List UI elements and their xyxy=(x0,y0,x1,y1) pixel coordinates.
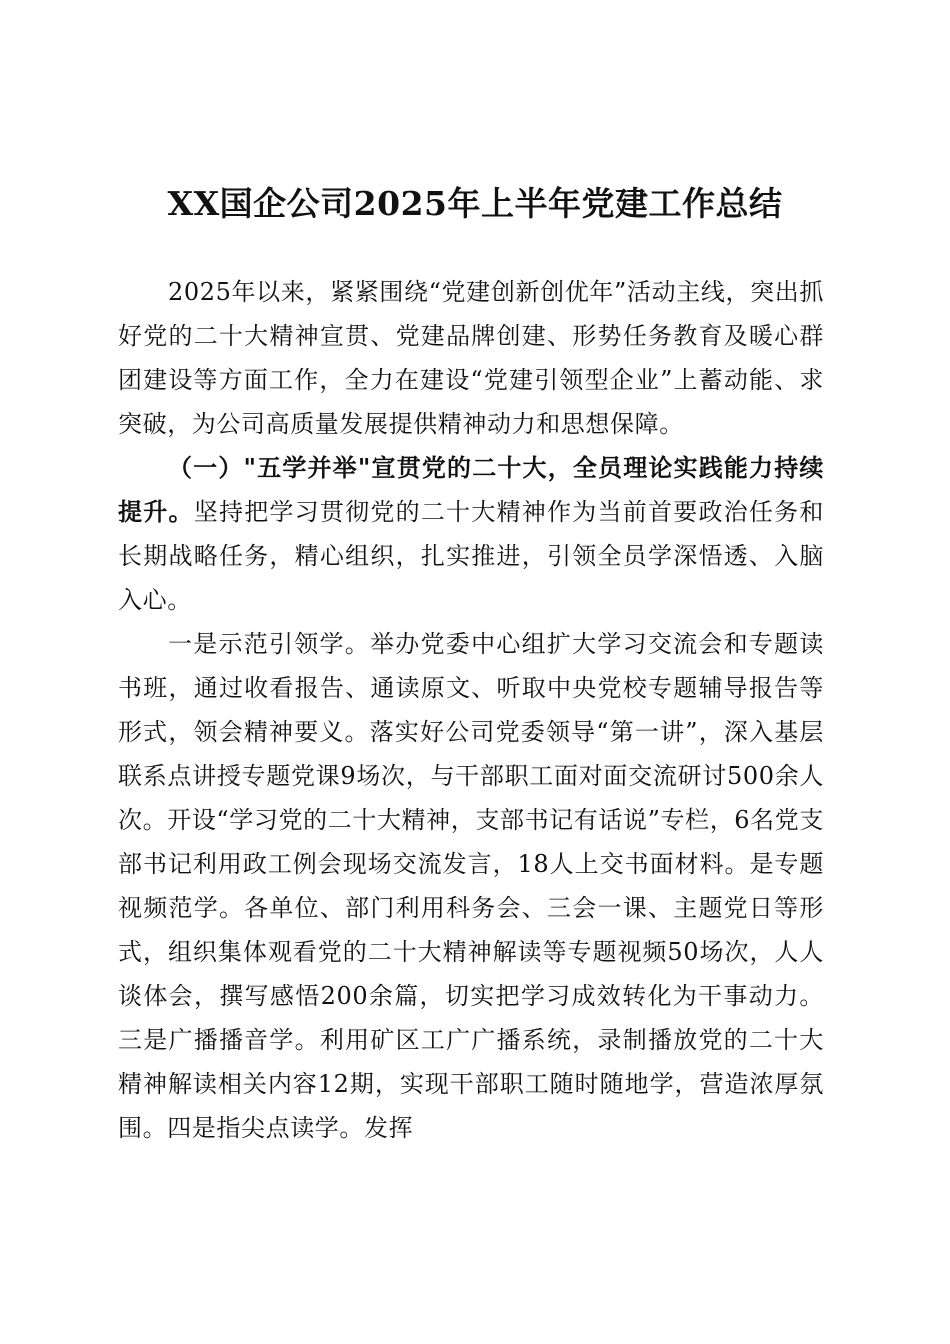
paragraph-text: 坚持把学习贯彻党的二十大精神作为当前首要政治任务和长期战略任务，精心组织，扎实推进，引领全员学深悟透、入脑入心。 xyxy=(118,498,824,614)
paragraph-text: 一是示范引领学。举办党委中心组扩大学习交流会和专题读书班，通过收看报告、通读原文、听取中央党校专题辅导报告等形式，领会精神要义。落实好公司党委领导“第一讲”，深入基层联系点讲授专题党课9场次，与干部职工面对面交流研讨500余人次。开设“学习党的二十大精神，支部书记有话说”专栏，6名党支部书记利用政工例会现场交流发言，18人上交书面材料。是专题视频范学。各单位、部门利用科务会、三会一课、主题党日等形式，组织集体观看党的二十大精神解读等专题视频50场次，人人谈体会，撰写感悟200余篇，切实把学习成效转化为干事动力。三是广播播音学。利用矿区工广广播系统，录制播放党的二十大精神解读相关内容12期，实现干部职工随时随地学，营造浓厚氛围。四是指尖点读学。发挥 xyxy=(118,630,824,1142)
paragraph-study-methods xyxy=(118,622,824,1150)
paragraph-section-one xyxy=(118,446,824,622)
document-title: XX国企公司2025年上半年党建工作总结 xyxy=(167,184,783,223)
document-body xyxy=(118,270,824,1150)
paragraph-intro xyxy=(118,270,824,446)
paragraph-text: 2025年以来，紧紧围绕“党建创新创优年”活动主线，突出抓好党的二十大精神宣贯、党建品牌创建、形势任务教育及暖心群团建设等方面工作，全力在建设“党建引领型企业”上蓄动能、求突破，为公司高质量发展提供精神动力和思想保障。 xyxy=(118,278,824,438)
section-heading: （一）"五学并举"宣贯党的二十大，全员理论实践能力持续提升。 xyxy=(118,453,824,526)
